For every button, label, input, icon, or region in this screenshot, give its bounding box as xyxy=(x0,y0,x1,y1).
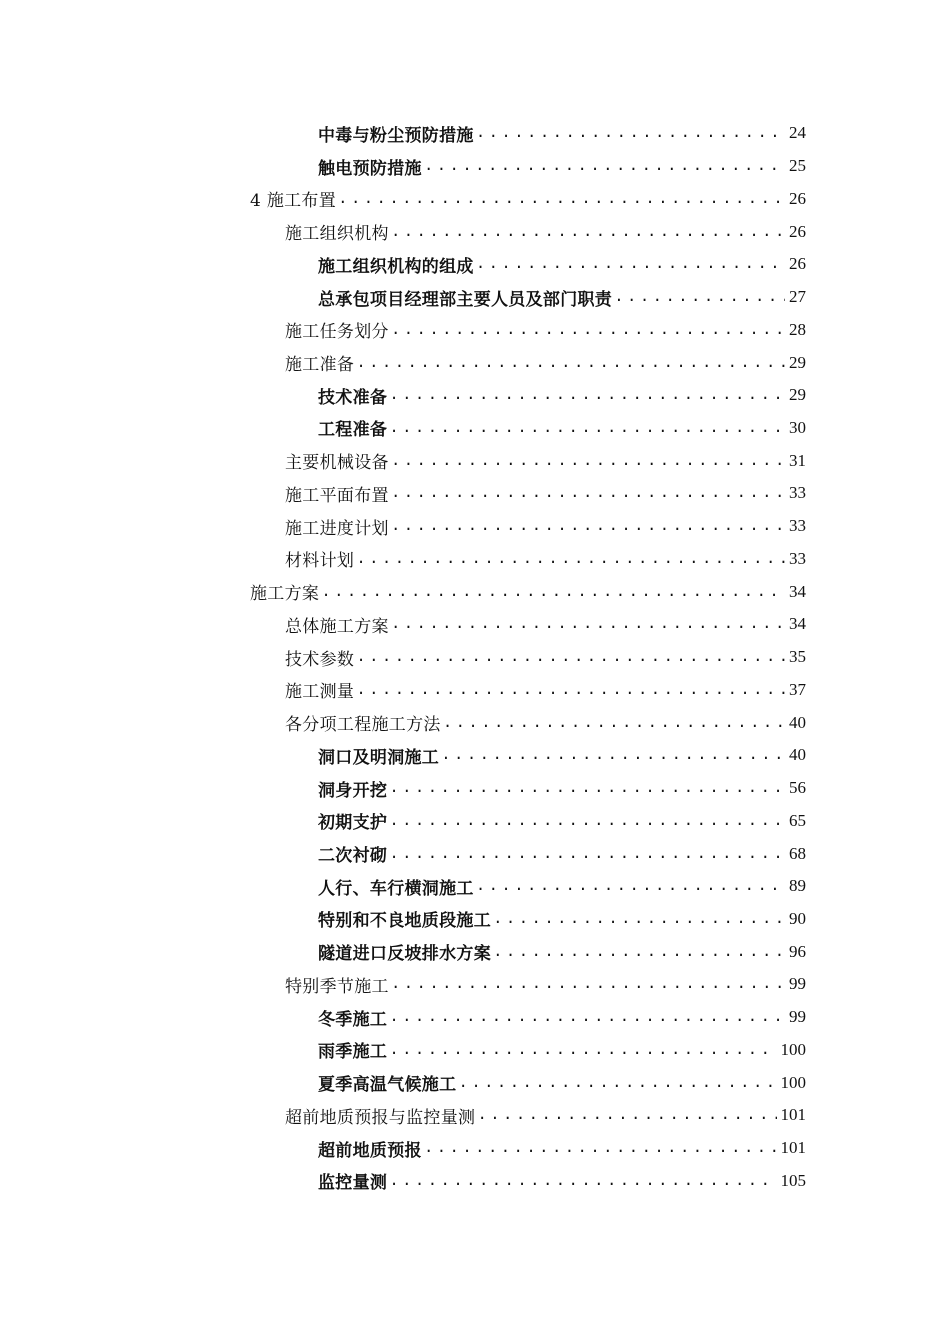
toc-entry-title: 初期支护 xyxy=(318,813,388,834)
toc-entry-title: 技术准备 xyxy=(318,387,388,408)
toc-page-number: 26 xyxy=(789,188,806,208)
toc-dot-leader xyxy=(356,551,785,567)
toc-dot-leader xyxy=(476,256,785,272)
toc-dot-leader xyxy=(391,976,785,992)
toc-entry[interactable] xyxy=(0,804,950,837)
toc-entry-title: 施工任务划分 xyxy=(285,322,389,343)
toc-entry-title: 技术参数 xyxy=(285,649,355,670)
toc-entry-title: 特别季节施工 xyxy=(285,976,389,997)
toc-page-number: 40 xyxy=(789,745,806,765)
toc-dot-leader xyxy=(458,1075,776,1091)
toc-entry-title: 触电预防措施 xyxy=(318,158,422,179)
toc-entry-title: 超前地质预报与监控量测 xyxy=(285,1107,476,1128)
toc-page-number: 56 xyxy=(789,778,806,798)
toc-page-number: 101 xyxy=(780,1105,806,1125)
toc-entry[interactable] xyxy=(0,935,950,968)
toc-page-number: 25 xyxy=(789,156,806,176)
toc-entry[interactable] xyxy=(0,608,950,641)
toc-entry[interactable] xyxy=(0,1132,950,1165)
toc-dot-leader xyxy=(391,322,785,338)
toc-entry[interactable] xyxy=(0,772,950,805)
toc-dot-leader xyxy=(391,224,785,240)
toc-entry-title: 施工进度计划 xyxy=(285,518,389,539)
toc-entry-title: 施工平面布置 xyxy=(285,485,389,506)
table-of-contents xyxy=(0,117,950,1197)
toc-dot-leader xyxy=(391,453,785,469)
toc-page-number: 100 xyxy=(780,1039,806,1059)
toc-entry-title: 隧道进口反坡排水方案 xyxy=(318,944,491,965)
toc-entry[interactable] xyxy=(0,1034,950,1067)
toc-dot-leader xyxy=(391,518,785,534)
toc-page-number: 24 xyxy=(789,123,806,143)
toc-entry[interactable] xyxy=(0,379,950,412)
toc-page-number: 40 xyxy=(789,712,806,732)
toc-entry[interactable] xyxy=(0,870,950,903)
toc-entry[interactable] xyxy=(0,117,950,150)
toc-dot-leader xyxy=(389,813,785,829)
toc-page-number: 26 xyxy=(789,254,806,274)
toc-entry-title: 材料计划 xyxy=(285,551,355,572)
toc-entry-title: 总承包项目经理部主要人员及部门职责 xyxy=(318,289,613,310)
toc-entry-title: 冬季施工 xyxy=(318,1009,388,1030)
toc-entry-title: 总体施工方案 xyxy=(285,616,389,637)
toc-dot-leader xyxy=(389,780,785,796)
toc-entry-title: 主要机械设备 xyxy=(285,453,389,474)
toc-entry-title: 监控量测 xyxy=(318,1173,388,1194)
toc-page-number: 26 xyxy=(789,221,806,241)
toc-page-number: 68 xyxy=(789,843,806,863)
toc-dot-leader xyxy=(476,878,785,894)
toc-page-number: 33 xyxy=(789,483,806,503)
toc-entry-title: 工程准备 xyxy=(318,420,388,441)
toc-page-number: 34 xyxy=(789,614,806,634)
toc-entry-title: 洞身开挖 xyxy=(318,780,388,801)
toc-entry[interactable] xyxy=(0,248,950,281)
toc-dot-leader xyxy=(389,1042,776,1058)
toc-dot-leader xyxy=(356,682,785,698)
toc-entry[interactable] xyxy=(0,477,950,510)
toc-entry-title: 特别和不良地质段施工 xyxy=(318,911,491,932)
toc-page-number: 90 xyxy=(789,908,806,928)
toc-entry[interactable] xyxy=(0,706,950,739)
toc-dot-leader xyxy=(356,649,785,665)
toc-dot-leader xyxy=(443,715,785,731)
toc-entry-title: 雨季施工 xyxy=(318,1042,388,1063)
toc-entry-title: 人行、车行横洞施工 xyxy=(318,878,474,899)
toc-entry-title: 洞口及明洞施工 xyxy=(318,747,440,768)
toc-entry[interactable] xyxy=(0,968,950,1001)
toc-entry-title: 施工组织机构的组成 xyxy=(318,256,474,277)
toc-dot-leader xyxy=(477,1107,776,1123)
toc-dot-leader xyxy=(389,387,785,403)
toc-page-number: 28 xyxy=(789,319,806,339)
toc-page-number: 89 xyxy=(789,876,806,896)
toc-dot-leader xyxy=(389,1173,776,1189)
toc-page-number: 33 xyxy=(789,548,806,568)
toc-entry[interactable] xyxy=(0,182,950,215)
toc-entry[interactable] xyxy=(0,412,950,445)
toc-dot-leader xyxy=(493,911,785,927)
toc-dot-leader xyxy=(391,616,785,632)
toc-dot-leader xyxy=(391,485,785,501)
toc-page-number: 29 xyxy=(789,385,806,405)
toc-dot-leader xyxy=(493,944,785,960)
toc-dot-leader xyxy=(476,125,785,141)
toc-page-number: 27 xyxy=(789,287,806,307)
toc-entry[interactable] xyxy=(0,215,950,248)
toc-entry-title: 超前地质预报 xyxy=(318,1140,422,1161)
toc-page-number: 34 xyxy=(789,581,806,601)
toc-entry-title: 施工测量 xyxy=(285,682,355,703)
toc-entry-title: 中毒与粉尘预防措施 xyxy=(318,125,474,146)
toc-entry-title: 夏季高温气候施工 xyxy=(318,1075,457,1096)
toc-dot-leader xyxy=(321,584,785,600)
toc-page-number: 31 xyxy=(789,450,806,470)
toc-entry[interactable] xyxy=(0,543,950,576)
toc-entry-title: 施工方案 xyxy=(250,584,320,605)
toc-entry[interactable] xyxy=(0,1066,950,1099)
toc-entry-title: 4 施工布置 xyxy=(250,191,337,212)
toc-page-number: 33 xyxy=(789,516,806,536)
toc-page-number: 29 xyxy=(789,352,806,372)
toc-entry[interactable] xyxy=(0,510,950,543)
toc-entry[interactable] xyxy=(0,150,950,183)
toc-entry[interactable] xyxy=(0,673,950,706)
toc-page-number: 37 xyxy=(789,679,806,699)
toc-dot-leader xyxy=(389,846,785,862)
toc-entry[interactable] xyxy=(0,739,950,772)
toc-entry[interactable] xyxy=(0,1165,950,1198)
toc-entry[interactable] xyxy=(0,313,950,346)
toc-page-number: 105 xyxy=(780,1170,806,1190)
toc-dot-leader xyxy=(441,747,785,763)
toc-page-number: 30 xyxy=(789,417,806,437)
toc-page-number: 35 xyxy=(789,647,806,667)
toc-page-number: 65 xyxy=(789,810,806,830)
toc-page-number: 96 xyxy=(789,941,806,961)
toc-dot-leader xyxy=(356,355,785,371)
toc-dot-leader xyxy=(424,158,785,174)
toc-page-number: 101 xyxy=(780,1138,806,1158)
toc-dot-leader xyxy=(389,420,785,436)
toc-page-number: 99 xyxy=(789,974,806,994)
toc-entry-title: 施工组织机构 xyxy=(285,224,389,245)
toc-entry[interactable] xyxy=(0,281,950,314)
toc-page-number: 100 xyxy=(780,1072,806,1092)
toc-entry[interactable] xyxy=(0,575,950,608)
toc-dot-leader xyxy=(338,191,785,207)
toc-entry[interactable] xyxy=(0,444,950,477)
toc-dot-leader xyxy=(389,1009,785,1025)
toc-entry[interactable] xyxy=(0,346,950,379)
toc-dot-leader xyxy=(614,289,785,305)
toc-page-number: 99 xyxy=(789,1007,806,1027)
toc-entry[interactable] xyxy=(0,837,950,870)
toc-entry-title: 施工准备 xyxy=(285,355,355,375)
toc-entry[interactable] xyxy=(0,1001,950,1034)
toc-entry-title: 二次衬砌 xyxy=(318,846,388,867)
toc-entry-title: 各分项工程施工方法 xyxy=(285,715,441,736)
toc-dot-leader xyxy=(424,1140,777,1156)
toc-entry[interactable] xyxy=(0,641,950,674)
toc-entry[interactable] xyxy=(0,1099,950,1132)
toc-entry[interactable] xyxy=(0,903,950,936)
